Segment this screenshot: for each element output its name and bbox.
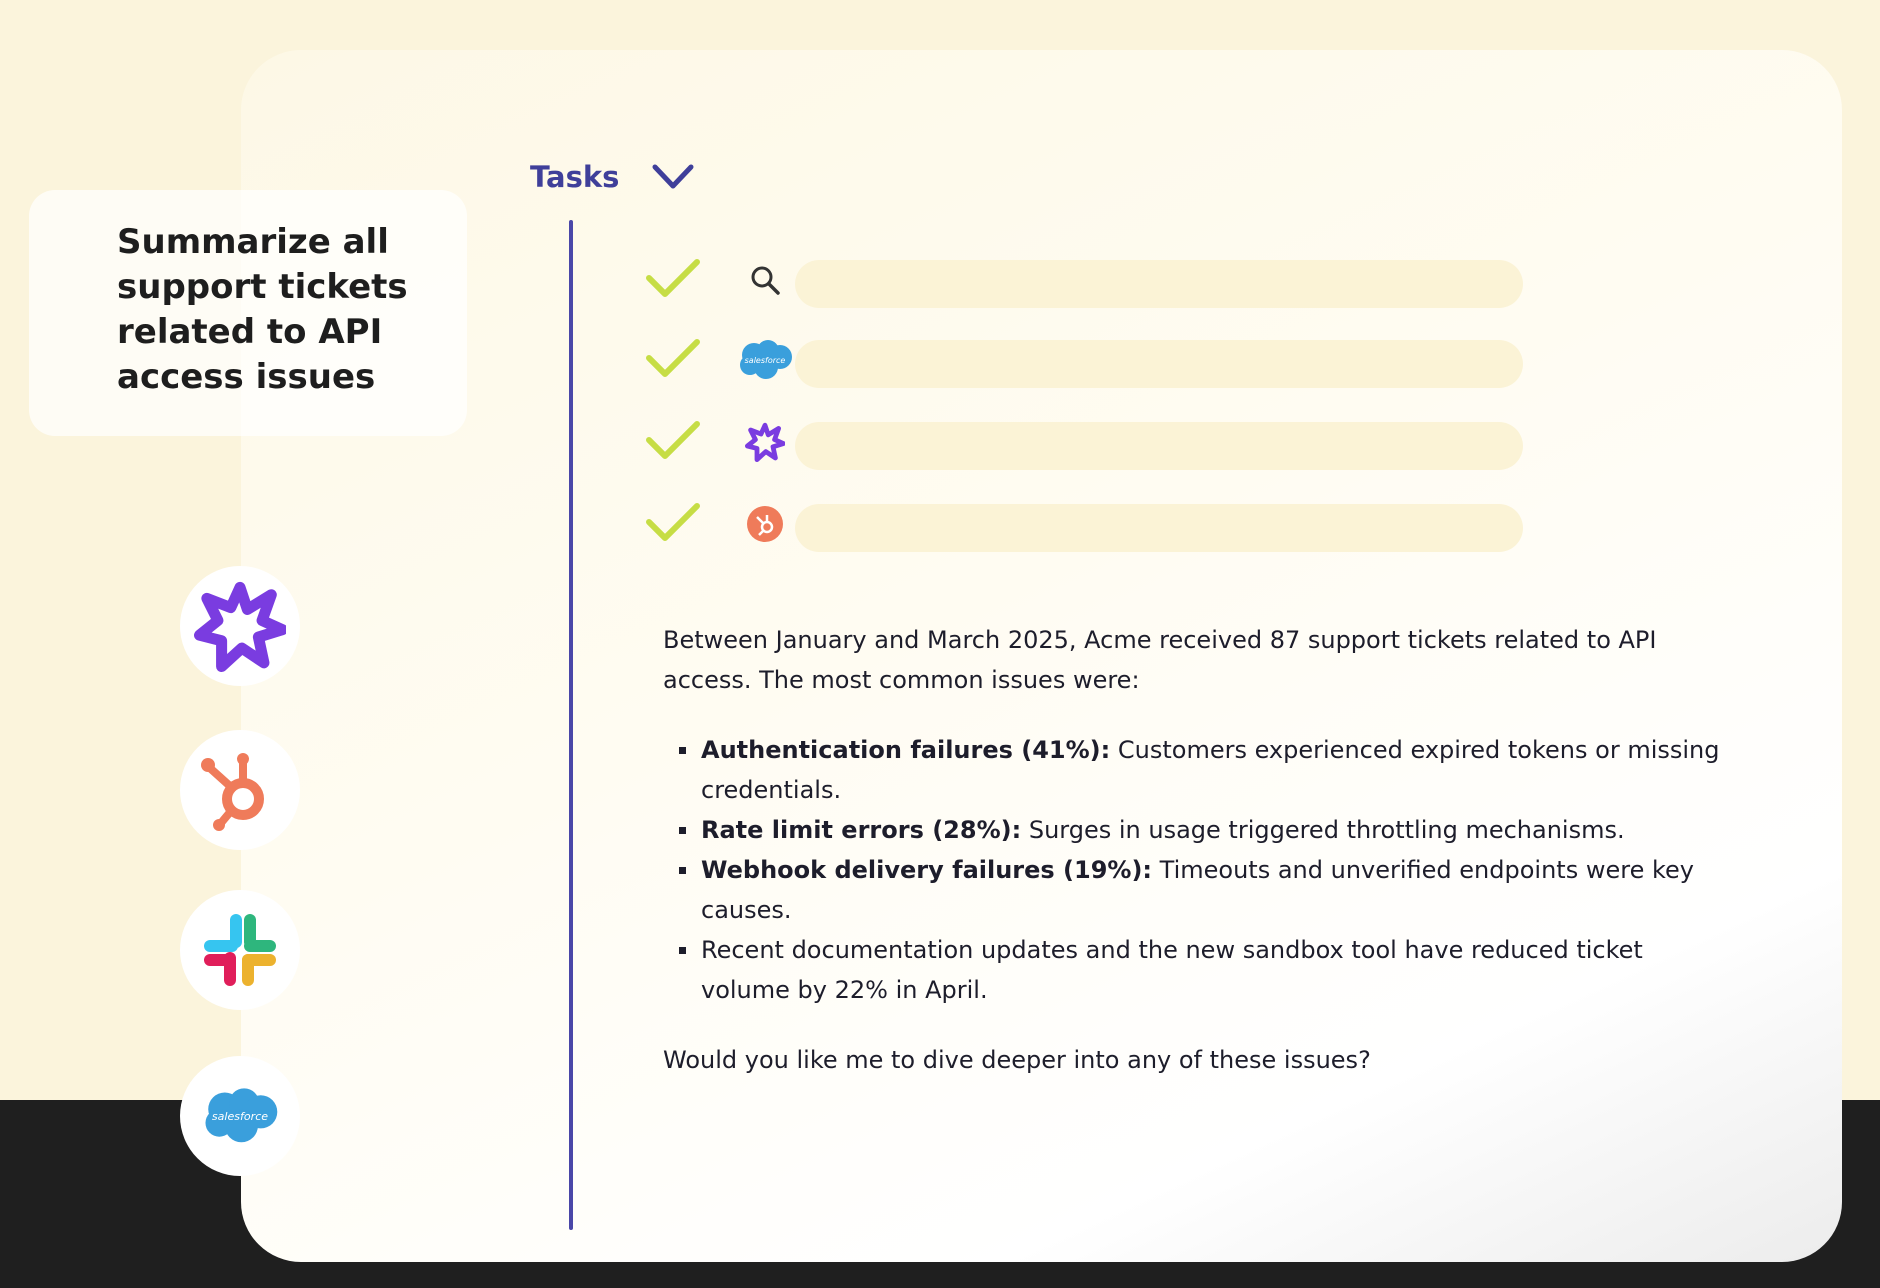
salesforce-icon [735,332,795,388]
issue-list [663,730,1723,1010]
issue-text: Timeouts and unverified endpoints were key causes. [701,856,1694,924]
task-placeholder-bar [795,340,1523,388]
issue-title: Authentication failures (41%): [701,736,1111,764]
task-placeholder-bar [795,422,1523,470]
response-closing: Would you like me to dive deeper into any of these issues? [663,1046,1371,1074]
gong-icon [194,580,286,672]
issue-text: Surges in usage triggered throttling mechanisms. [1021,816,1625,844]
app-gong [180,566,300,686]
check-icon [645,256,701,300]
prompt-text: Summarize all support tickets related to API access issues [117,222,408,397]
app-slack [180,890,300,1010]
tasks-toggle[interactable] [530,152,695,202]
list-item [663,810,1723,850]
task-row [645,252,1525,312]
search-icon [735,252,795,308]
svg-text:salesforce: salesforce [211,1110,269,1124]
issue-text: Customers experienced expired tokens or missing credentials. [701,736,1720,804]
issue-title: Rate limit errors (28%): [701,816,1022,844]
task-placeholder-bar [795,260,1523,308]
issue-title: Webhook delivery failures (19%): [701,856,1153,884]
hubspot-icon [735,496,795,552]
list-item [663,930,1723,1010]
prompt-card [29,190,467,436]
issue-text: Recent documentation updates and the new sandbox tool have reduced ticket volume by 22% in April. [701,936,1643,1004]
app-salesforce [180,1056,300,1176]
task-row [645,332,1525,392]
check-icon [645,500,701,544]
app-hubspot [180,730,300,850]
list-item [663,850,1723,930]
hubspot-icon [197,747,283,833]
task-row [645,414,1525,474]
task-row [645,496,1525,556]
tasks-label: Tasks [530,160,620,194]
check-icon [645,418,701,462]
salesforce-icon [198,1087,282,1145]
chevron-down-icon [651,162,695,192]
gong-icon [735,414,795,470]
assistant-response [663,620,1723,1080]
list-item [663,730,1723,810]
svg-text:salesforce: salesforce [744,356,786,365]
slack-icon [202,912,278,988]
response-intro: Between January and March 2025, Acme received 87 support tickets related to API access. The most common issues were: [663,626,1657,694]
timeline-line [569,220,573,1230]
check-icon [645,336,701,380]
task-placeholder-bar [795,504,1523,552]
